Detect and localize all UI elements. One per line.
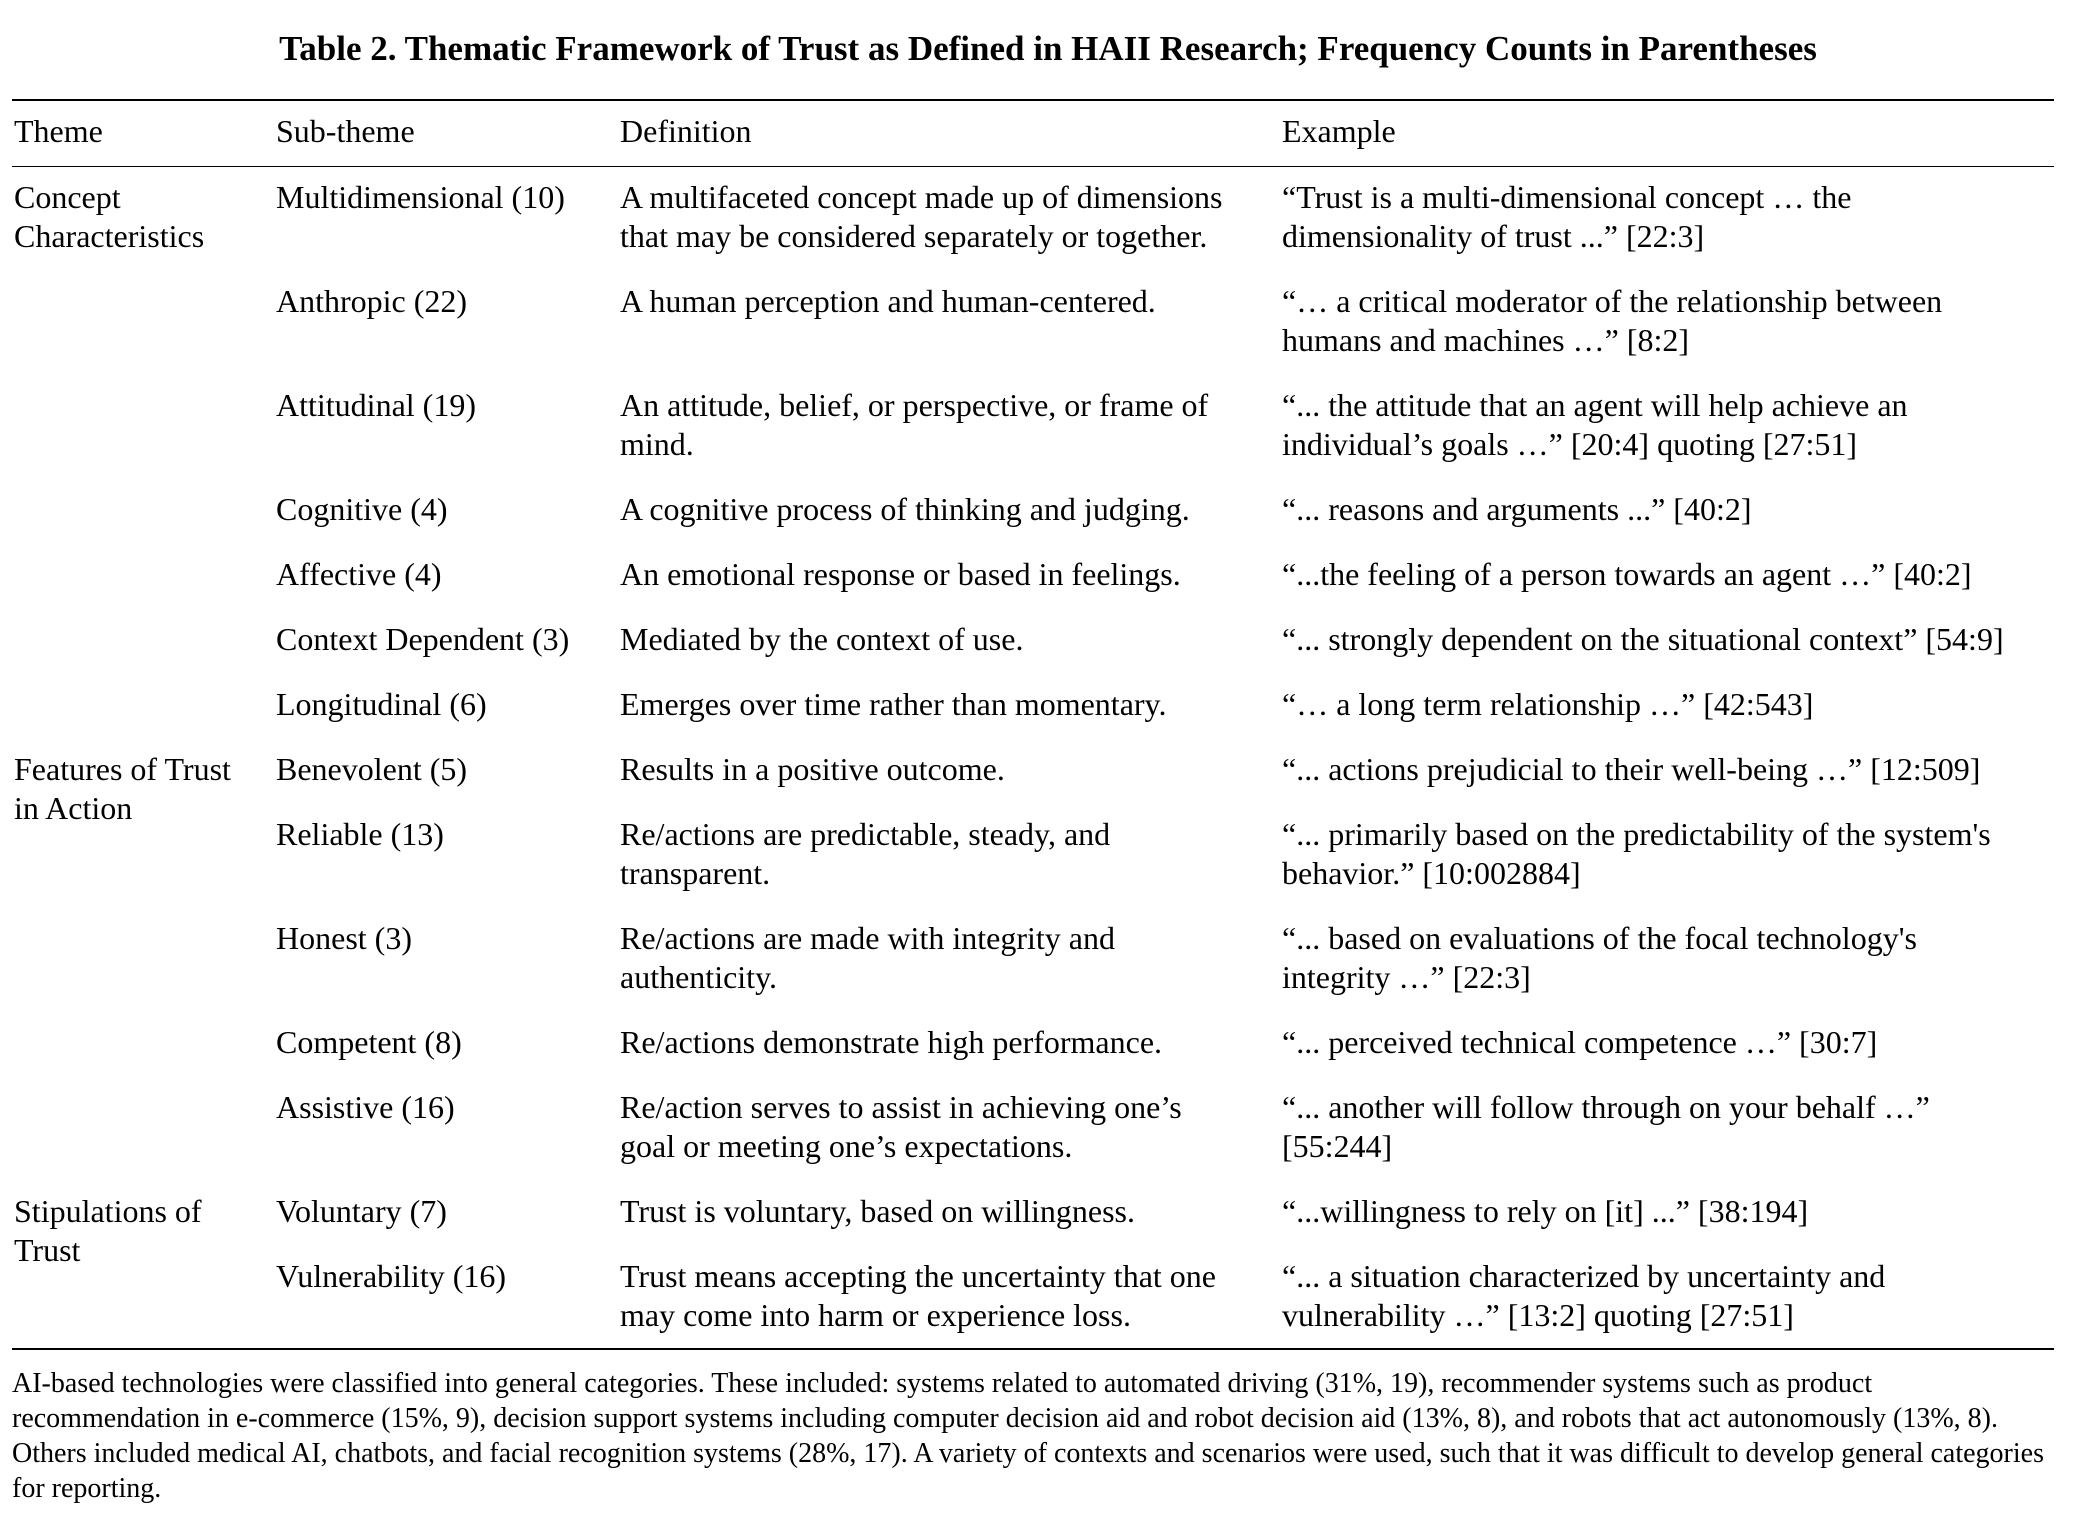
definition-cell: Mediated by the context of use. [620,621,1024,657]
header-example: Example [1282,113,1396,149]
definition-cell: transparent. [620,855,771,891]
subtheme-cell: Voluntary (7) [276,1193,447,1229]
example-cell: “... a situation characterized by uncertainty and [1282,1258,1886,1294]
subtheme-cell: Cognitive (4) [276,491,448,527]
definition-cell: An emotional response or based in feelings. [620,556,1181,592]
theme-cell: Characteristics [14,218,205,254]
header-theme: Theme [14,113,103,149]
subtheme-cell: Honest (3) [276,920,412,956]
example-cell: [55:244] [1282,1128,1393,1164]
example-cell: “... primarily based on the predictability of the system's [1282,816,1991,852]
subtheme-cell: Affective (4) [276,556,442,592]
theme-cell: in Action [14,790,133,826]
definition-cell: mind. [620,426,694,462]
header-definition: Definition [620,113,752,149]
example-cell: vulnerability …” [13:2] quoting [27:51] [1282,1297,1794,1333]
example-cell: “... reasons and arguments ...” [40:2] [1282,491,1752,527]
example-cell: dimensionality of trust ...” [22:3] [1282,218,1705,254]
top-rule [12,99,2054,101]
subtheme-cell: Multidimensional (10) [276,179,565,215]
table-caption: Table 2. Thematic Framework of Trust as Defined in HAII Research; Frequency Counts in Parentheses [279,29,1817,68]
theme-cell: Features of Trust [14,751,231,787]
definition-cell: Emerges over time rather than momentary. [620,686,1167,722]
definition-cell: Results in a positive outcome. [620,751,1005,787]
example-cell: behavior.” [10:002884] [1282,855,1581,891]
subtheme-cell: Competent (8) [276,1024,462,1060]
definition-cell: A cognitive process of thinking and judging. [620,491,1190,527]
example-cell: “... perceived technical competence …” [30:7] [1282,1024,1878,1060]
subtheme-cell: Reliable (13) [276,816,444,852]
example-cell: “... actions prejudicial to their well-being …” [12:509] [1282,751,1981,787]
example-cell: “Trust is a multi-dimensional concept … the [1282,179,1852,215]
theme-cell: Stipulations of [14,1193,202,1229]
example-cell: “...willingness to rely on [it] ...” [38:194] [1282,1193,1809,1229]
theme-cell: Trust [14,1232,81,1268]
definition-cell: Re/actions are predictable, steady, and [620,816,1111,852]
example-cell: “... based on evaluations of the focal technology's [1282,920,1917,956]
subtheme-cell: Attitudinal (19) [276,387,476,423]
example-cell: “... the attitude that an agent will help achieve an [1282,387,1908,423]
definition-cell: Re/action serves to assist in achieving one’s [620,1089,1182,1125]
header-subtheme: Sub-theme [276,113,415,149]
definition-cell: goal or meeting one’s expectations. [620,1128,1073,1164]
example-cell: “... strongly dependent on the situational context” [54:9] [1282,621,2004,657]
example-cell: individual’s goals …” [20:4] quoting [27:51] [1282,426,1858,462]
example-cell: humans and machines …” [8:2] [1282,322,1689,358]
example-cell: “... another will follow through on your behalf …” [1282,1089,1930,1125]
subtheme-cell: Vulnerability (16) [276,1258,507,1294]
subtheme-cell: Assistive (16) [276,1089,455,1125]
subtheme-cell: Context Dependent (3) [276,621,570,657]
definition-cell: Trust means accepting the uncertainty that one [620,1258,1216,1294]
example-cell: “...the feeling of a person towards an agent …” [40:2] [1282,556,1972,592]
subtheme-cell: Anthropic (22) [276,283,468,319]
table-footnote: AI-based technologies were classified into general categories. These included: systems related to automated driving (31%, 19), recommender systems such as product recommendation in e-commerce (15%, 9), decision support systems including computer decision aid and robot decision aid (13%, 8), and robots that act autonomously (13%, 8). Others included medical AI, chatbots, and facial recognition systems (28%, 17). A variety of contexts and scenarios were used, such that it was difficult to develop general categories for reporting. [12,1368,2044,1504]
theme-cell: Concept [14,179,121,215]
definition-cell: authenticity. [620,959,777,995]
definition-cell: may come into harm or experience loss. [620,1297,1131,1333]
definition-cell: Trust is voluntary, based on willingness. [620,1193,1135,1229]
header-rule [12,166,2054,167]
subtheme-cell: Benevolent (5) [276,751,468,787]
bottom-rule [12,1348,2054,1350]
definition-cell: that may be considered separately or together. [620,218,1208,254]
example-cell: “… a long term relationship …” [42:543] [1282,686,1814,722]
subtheme-cell: Longitudinal (6) [276,686,487,722]
definition-cell: Re/actions are made with integrity and [620,920,1115,956]
definition-cell: A multifaceted concept made up of dimensions [620,179,1223,215]
definition-cell: An attitude, belief, or perspective, or frame of [620,387,1209,423]
definition-cell: A human perception and human-centered. [620,283,1156,319]
example-cell: “… a critical moderator of the relationship between [1282,283,1943,319]
definition-cell: Re/actions demonstrate high performance. [620,1024,1163,1060]
example-cell: integrity …” [22:3] [1282,959,1531,995]
